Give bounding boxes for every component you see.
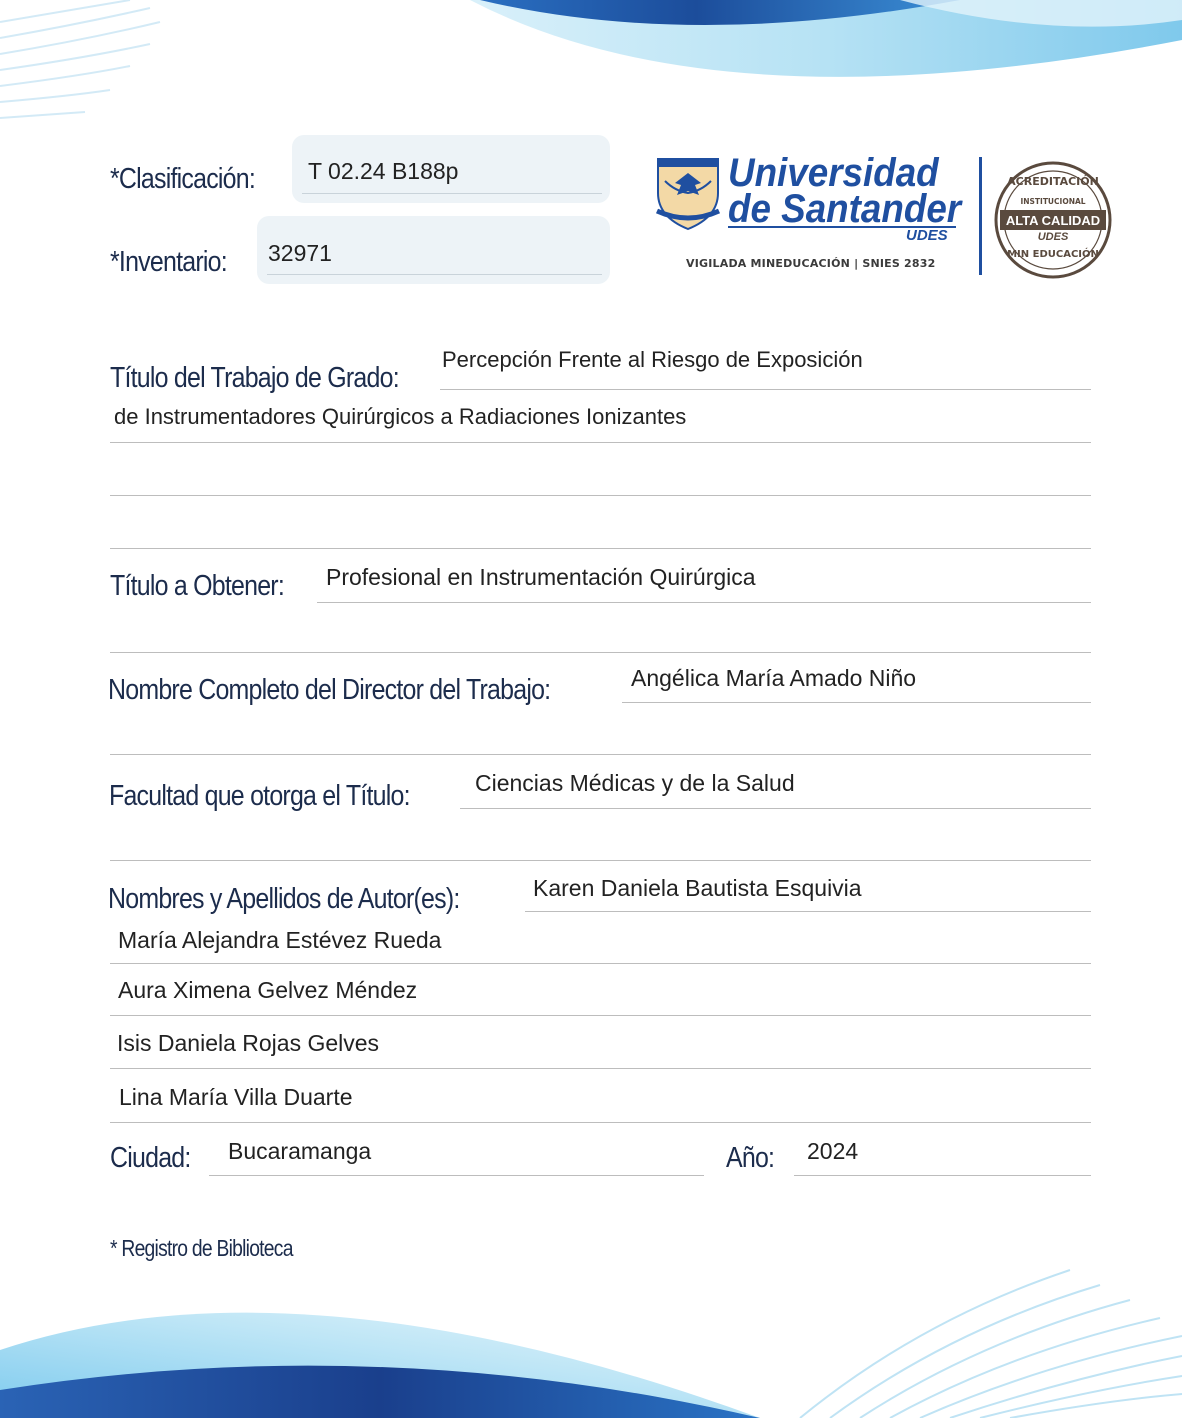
- thesis-title-underline-3: [110, 495, 1091, 496]
- director-underline: [622, 702, 1091, 703]
- logo-subtitle: VIGILADA MINEDUCACIÓN | SNIES 2832: [686, 257, 936, 270]
- author-4: Isis Daniela Rojas Gelves: [117, 1030, 380, 1056]
- separator-line-3: [110, 860, 1091, 861]
- university-logo: [650, 151, 1120, 280]
- inventory-label: *Inventario:: [110, 246, 227, 278]
- city-value: Bucaramanga: [228, 1138, 372, 1164]
- accreditation-seal: [994, 161, 1112, 279]
- seal-bottom: MIN EDUCACIÓN: [1007, 249, 1099, 260]
- faculty-underline: [460, 808, 1091, 809]
- bottom-wave-light: [0, 1313, 760, 1418]
- logo-line2: de Santander: [728, 187, 962, 231]
- top-left-stripes: [0, 0, 160, 118]
- inventory-value: 32971: [268, 240, 332, 266]
- degree-underline: [317, 602, 1091, 603]
- author-1: Karen Daniela Bautista Esquivia: [533, 875, 862, 901]
- logo-line1: Universidad: [728, 151, 939, 195]
- degree-value: Profesional en Instrumentación Quirúrgica: [326, 564, 756, 590]
- author-underline-2: [110, 963, 1091, 964]
- separator-line-2: [110, 754, 1091, 755]
- city-underline: [209, 1175, 704, 1176]
- faculty-label: Facultad que otorga el Título:: [109, 780, 410, 812]
- separator-line-1: [110, 652, 1091, 653]
- seal-top: ACREDITACIÓN: [1007, 175, 1099, 188]
- seal-band3: UDES: [1037, 231, 1069, 243]
- seal-band1: INSTITUCIONAL: [1020, 197, 1086, 206]
- author-underline-5: [110, 1122, 1091, 1123]
- classification-label: *Clasificación:: [110, 163, 256, 195]
- author-underline-4: [110, 1068, 1091, 1069]
- top-wave-dark: [480, 0, 960, 25]
- thesis-title-line2: de Instrumentadores Quirúrgicos a Radiaciones Ionizantes: [114, 404, 687, 429]
- shield-icon: [655, 155, 721, 231]
- author-3: Aura Ximena Gelvez Méndez: [118, 977, 418, 1003]
- author-2: María Alejandra Estévez Rueda: [118, 927, 442, 953]
- logo-divider: [979, 157, 982, 275]
- library-note: * Registro de Biblioteca: [110, 1235, 293, 1261]
- top-wave-light: [470, 0, 1182, 77]
- year-label: Año:: [726, 1142, 775, 1174]
- director-value: Angélica María Amado Niño: [631, 665, 917, 691]
- faculty-value: Ciencias Médicas y de la Salud: [475, 770, 795, 796]
- year-value: 2024: [807, 1138, 859, 1164]
- city-label: Ciudad:: [110, 1142, 191, 1174]
- bottom-right-stripes: [800, 1270, 1182, 1418]
- author-5: Lina María Villa Duarte: [119, 1084, 353, 1110]
- thesis-title-underline-2: [110, 442, 1091, 443]
- classification-field[interactable]: [292, 135, 610, 203]
- year-underline: [794, 1175, 1091, 1176]
- logo-acronym: UDES: [906, 227, 948, 244]
- thesis-title-line1: Percepción Frente al Riesgo de Exposición: [442, 347, 863, 372]
- author-underline-1: [525, 911, 1091, 912]
- authors-label: Nombres y Apellidos de Autor(es):: [108, 883, 460, 915]
- inventory-field[interactable]: [257, 216, 610, 284]
- degree-label: Título a Obtener:: [110, 570, 285, 602]
- classification-value: T 02.24 B188p: [308, 158, 459, 184]
- thesis-title-label: Título del Trabajo de Grado:: [110, 362, 399, 394]
- bottom-wave-dark: [0, 1366, 760, 1418]
- thesis-title-underline-4: [110, 548, 1091, 549]
- author-underline-3: [110, 1015, 1091, 1016]
- thesis-title-underline-1: [440, 389, 1091, 390]
- seal-band2: ALTA CALIDAD: [1005, 213, 1101, 228]
- director-label: Nombre Completo del Director del Trabajo:: [108, 674, 551, 706]
